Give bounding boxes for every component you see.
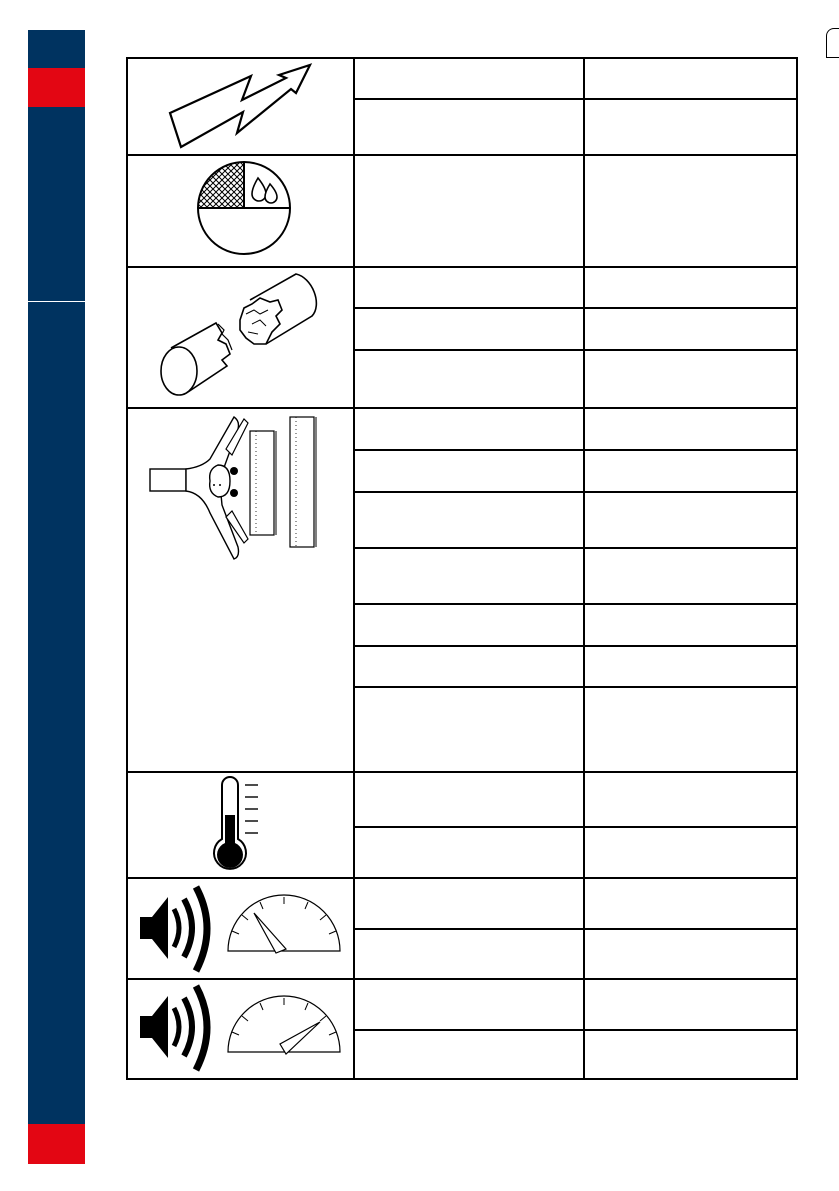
side-band [28,30,85,1164]
side-band-divider [28,301,85,302]
side-band-red-bottom [28,1124,85,1164]
row-separator [354,349,798,351]
page-corner-mark [826,28,839,58]
column-divider-value [583,57,585,1080]
sound-level-low-icon [126,879,354,978]
row-separator [354,826,798,828]
row-separator [354,686,798,688]
row-separator [354,98,798,100]
humidity-gauge-icon [126,156,354,266]
spec-table [126,57,798,1080]
row-separator [354,491,798,493]
sound-level-high-icon [126,980,354,1078]
broken-pipe-icon [126,268,354,407]
caliper-measuring-icon [126,409,354,771]
row-separator [354,603,798,605]
side-band-red-top [28,68,85,107]
row-separator [354,307,798,309]
row-separator [354,1029,798,1031]
row-separator [354,449,798,451]
lightning-arrow-icon [126,59,354,154]
row-separator [354,928,798,930]
thermometer-icon [126,773,354,877]
row-separator [354,645,798,647]
row-separator [354,547,798,549]
